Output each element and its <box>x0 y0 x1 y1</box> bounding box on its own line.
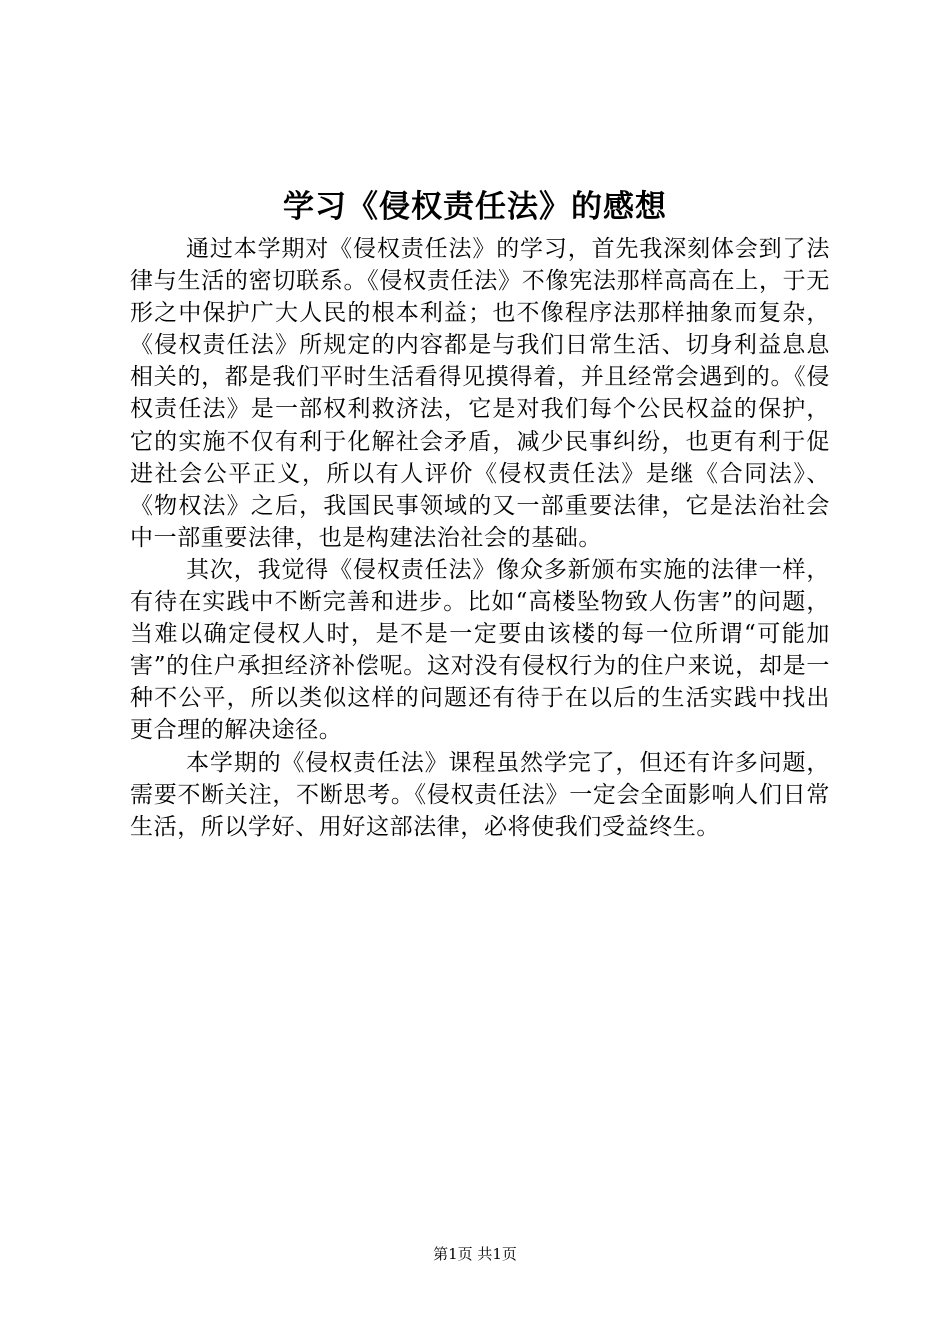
page-footer: 第1页 共1页 <box>433 1245 517 1263</box>
document-title: 学习《侵权责任法》的感想 <box>283 189 667 225</box>
paragraph-2: 其次，我觉得《侵权责任法》像众多新颁布实施的法律一样，有待在实践中不断完善和进步。比如“高楼坠物致人伤害”的问题，当难以确定侵权人时，是不是一定要由该楼的每一位所谓“可能加害”的住户承担经济补偿呢。这对没有侵权行为的住户来说，却是一种不公平，所以类似这样的问题还有待于在以后的生活实践中找出更合理的解决途径。 <box>130 556 830 744</box>
paragraph-1: 通过本学期对《侵权责任法》的学习，首先我深刻体会到了法律与生活的密切联系。《侵权责任法》不像宪法那样高高在上，于无形之中保护广大人民的根本利益；也不像程序法那样抽象而复杂，《侵权责任法》所规定的内容都是与我们日常生活、切身利益息息相关的，都是我们平时生活看得见摸得着，并且经常会遇到的。《侵权责任法》是一部权利救济法，它是对我们每个公民权益的保护，它的实施不仅有利于化解社会矛盾，减少民事纠纷，也更有利于促进社会公平正义，所以有人评价《侵权责任法》是继《合同法》、《物权法》之后，我国民事领域的又一部重要法律，它是法治社会中一部重要法律，也是构建法治社会的基础。 <box>130 236 830 551</box>
document-body <box>130 233 830 843</box>
paragraph-3: 本学期的《侵权责任法》课程虽然学完了，但还有许多问题，需要不断关注，不断思考。《侵权责任法》一定会全面影响人们日常生活，所以学好、用好这部法律，必将使我们受益终生。 <box>130 749 830 840</box>
